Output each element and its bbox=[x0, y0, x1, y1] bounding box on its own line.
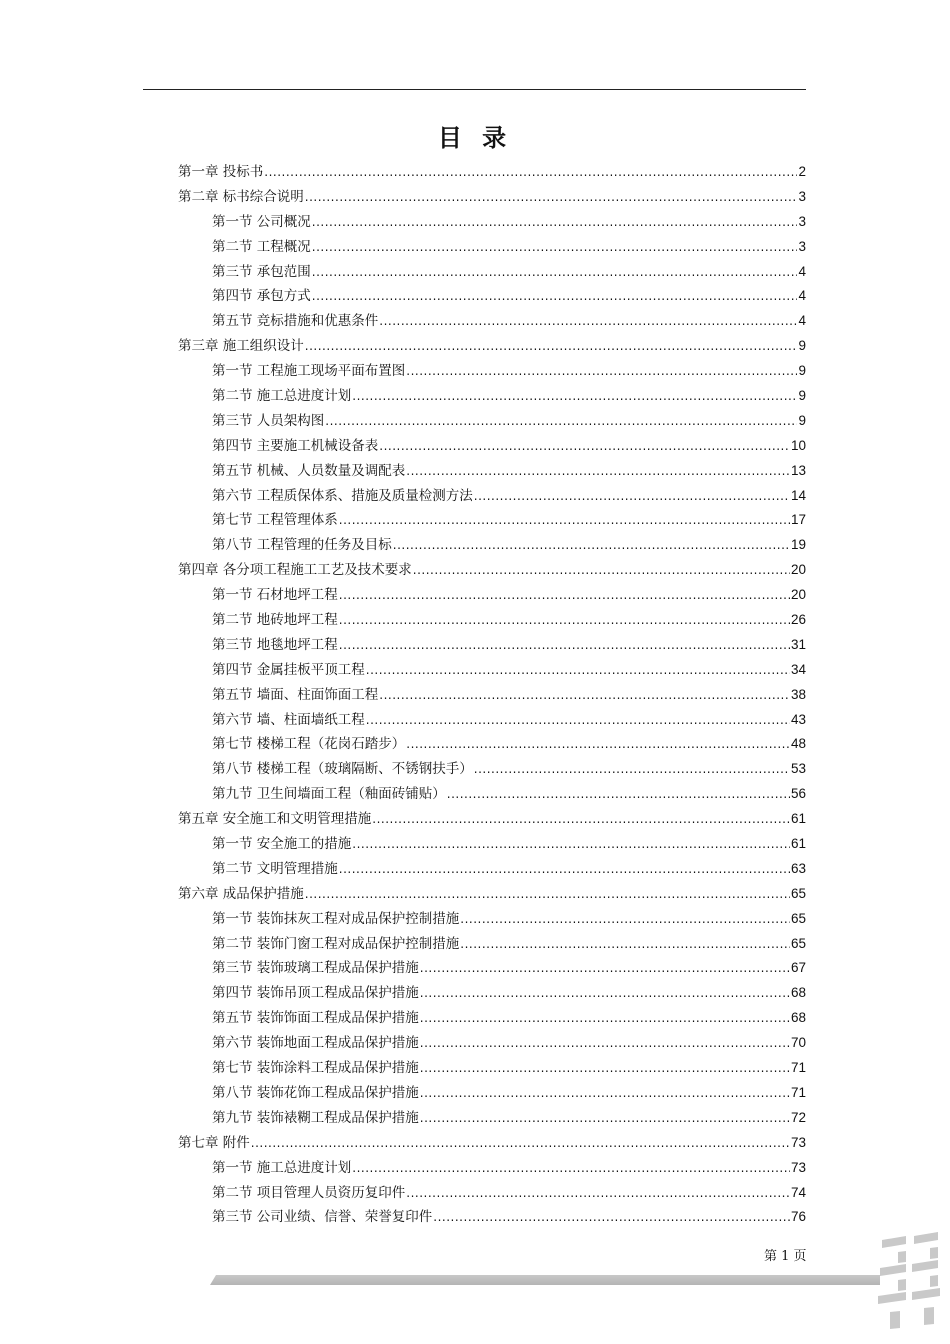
toc-section-entry[interactable] bbox=[178, 1156, 806, 1181]
toc-dot-leader bbox=[264, 160, 797, 185]
toc-chapter-entry[interactable] bbox=[178, 1131, 806, 1156]
toc-entry-page: 9 bbox=[798, 363, 806, 379]
toc-chapter-entry[interactable] bbox=[178, 334, 806, 359]
toc-entry-title: 第三节 地毯地坪工程 bbox=[212, 636, 338, 653]
toc-entry-title: 第七节 工程管理体系 bbox=[212, 512, 338, 529]
toc-section-entry[interactable] bbox=[178, 309, 806, 334]
toc-entry-page: 53 bbox=[790, 761, 806, 777]
toc-entry-page: 20 bbox=[790, 562, 806, 578]
toc-section-entry[interactable] bbox=[178, 484, 806, 509]
toc-chapter-entry[interactable] bbox=[178, 558, 806, 583]
toc-entry-title: 第二节 地砖地坪工程 bbox=[212, 612, 338, 629]
toc-entry-page: 17 bbox=[790, 512, 806, 528]
toc-entry-title: 第六节 装饰地面工程成品保护措施 bbox=[212, 1035, 419, 1052]
toc-entry-page: 73 bbox=[790, 1134, 806, 1150]
toc-section-entry[interactable] bbox=[178, 757, 806, 782]
toc-section-entry[interactable] bbox=[178, 533, 806, 558]
toc-dot-leader bbox=[339, 857, 790, 882]
toc-entry-title: 第九节 卫生间墙面工程（釉面砖铺贴） bbox=[212, 786, 446, 803]
toc-dot-leader bbox=[406, 1181, 790, 1206]
toc-section-entry[interactable] bbox=[178, 1106, 806, 1131]
toc-dot-leader bbox=[420, 1081, 790, 1106]
toc-dot-leader bbox=[420, 956, 790, 981]
toc-dot-leader bbox=[379, 434, 790, 459]
toc-entry-page: 10 bbox=[790, 437, 806, 453]
page-number: 第 1 页 bbox=[764, 1249, 807, 1264]
toc-dot-leader bbox=[366, 658, 790, 683]
toc-entry-page: 3 bbox=[798, 238, 806, 254]
toc-section-entry[interactable] bbox=[178, 683, 806, 708]
toc-dot-leader bbox=[420, 1106, 790, 1131]
toc-entry-title: 第二章 标书综合说明 bbox=[178, 188, 304, 205]
toc-entry-title: 第八节 工程管理的任务及目标 bbox=[212, 537, 392, 554]
toc-chapter-entry[interactable] bbox=[178, 160, 806, 185]
toc-section-entry[interactable] bbox=[178, 708, 806, 733]
toc-entry-title: 第六节 工程质保体系、措施及质量检测方法 bbox=[212, 487, 473, 504]
toc-entry-page: 61 bbox=[790, 811, 806, 827]
toc-entry-title: 第四节 主要施工机械设备表 bbox=[212, 437, 379, 454]
toc-section-entry[interactable] bbox=[178, 359, 806, 384]
toc-entry-page: 4 bbox=[798, 263, 806, 279]
toc-section-entry[interactable] bbox=[178, 1031, 806, 1056]
toc-entry-page: 34 bbox=[790, 661, 806, 677]
toc-section-entry[interactable] bbox=[178, 1006, 806, 1031]
toc-dot-leader bbox=[393, 533, 790, 558]
toc-dot-leader bbox=[339, 508, 790, 533]
header-rule bbox=[143, 89, 806, 90]
toc-entry-title: 第七节 楼梯工程（花岗石踏步） bbox=[212, 736, 406, 753]
toc-entry-page: 14 bbox=[790, 487, 806, 503]
toc-entry-title: 第二节 文明管理措施 bbox=[212, 860, 338, 877]
toc-dot-leader bbox=[460, 932, 790, 957]
toc-entry-title: 第二节 工程概况 bbox=[212, 238, 311, 255]
toc-dot-leader bbox=[420, 1006, 790, 1031]
toc-dot-leader bbox=[406, 732, 790, 757]
toc-section-entry[interactable] bbox=[178, 1181, 806, 1206]
toc-entry-page: 56 bbox=[790, 786, 806, 802]
toc-entry-page: 67 bbox=[790, 960, 806, 976]
toc-entry-title: 第三节 公司业绩、信誉、荣誉复印件 bbox=[212, 1209, 433, 1226]
toc-entry-title: 第三节 人员架构图 bbox=[212, 412, 325, 429]
toc-section-entry[interactable] bbox=[178, 832, 806, 857]
toc-section-entry[interactable] bbox=[178, 459, 806, 484]
toc-section-entry[interactable] bbox=[178, 583, 806, 608]
toc-dot-leader bbox=[460, 907, 790, 932]
toc-section-entry[interactable] bbox=[178, 957, 806, 982]
toc-entry-title: 第七节 装饰涂料工程成品保护措施 bbox=[212, 1060, 419, 1077]
toc-dot-leader bbox=[474, 757, 790, 782]
toc-entry-title: 第一节 安全施工的措施 bbox=[212, 836, 352, 853]
toc-entry-title: 第九节 装饰裱糊工程成品保护措施 bbox=[212, 1109, 419, 1126]
toc-entry-page: 65 bbox=[790, 935, 806, 951]
toc-entry-page: 9 bbox=[798, 412, 806, 428]
toc-entry-title: 第四章 各分项工程施工工艺及技术要求 bbox=[178, 562, 412, 579]
toc-entry-page: 4 bbox=[798, 288, 806, 304]
toc-section-entry[interactable] bbox=[178, 782, 806, 807]
toc-dot-leader bbox=[413, 558, 790, 583]
stacked-stripes-logo-icon bbox=[876, 1232, 950, 1344]
toc-entry-page: 9 bbox=[798, 338, 806, 354]
toc-section-entry[interactable] bbox=[178, 1205, 806, 1230]
toc-entry-title: 第四节 金属挂板平顶工程 bbox=[212, 661, 365, 678]
toc-dot-leader bbox=[339, 633, 790, 658]
toc-entry-title: 第八节 楼梯工程（玻璃隔断、不锈钢扶手） bbox=[212, 761, 473, 778]
toc-section-entry[interactable] bbox=[178, 260, 806, 285]
toc-entry-page: 3 bbox=[798, 213, 806, 229]
toc-chapter-entry[interactable] bbox=[178, 185, 806, 210]
toc-section-entry[interactable] bbox=[178, 981, 806, 1006]
toc-entry-page: 68 bbox=[790, 1010, 806, 1026]
toc-dot-leader bbox=[406, 459, 790, 484]
toc-section-entry[interactable] bbox=[178, 284, 806, 309]
toc-dot-leader bbox=[379, 683, 790, 708]
toc-entry-title: 第三节 装饰玻璃工程成品保护措施 bbox=[212, 960, 419, 977]
toc-section-entry[interactable] bbox=[178, 1056, 806, 1081]
toc-dot-leader bbox=[372, 807, 790, 832]
toc-section-entry[interactable] bbox=[178, 732, 806, 757]
toc-entry-title: 第二节 装饰门窗工程对成品保护控制措施 bbox=[212, 935, 460, 952]
toc-entry-page: 65 bbox=[790, 910, 806, 926]
toc-entry-page: 72 bbox=[790, 1109, 806, 1125]
toc-section-entry[interactable] bbox=[178, 633, 806, 658]
toc-dot-leader bbox=[325, 409, 797, 434]
toc-dot-leader bbox=[312, 284, 798, 309]
toc-entry-title: 第一章 投标书 bbox=[178, 163, 264, 180]
toc-section-entry[interactable] bbox=[178, 658, 806, 683]
toc-dot-leader bbox=[305, 882, 790, 907]
toc-entry-page: 61 bbox=[790, 836, 806, 852]
toc-section-entry[interactable] bbox=[178, 857, 806, 882]
toc-dot-leader bbox=[474, 484, 790, 509]
toc-section-entry[interactable] bbox=[178, 608, 806, 633]
toc-section-entry[interactable] bbox=[178, 210, 806, 235]
toc-entry-page: 31 bbox=[790, 636, 806, 652]
toc-entry-title: 第二节 项目管理人员资历复印件 bbox=[212, 1184, 406, 1201]
toc-entry-page: 38 bbox=[790, 686, 806, 702]
toc-section-entry[interactable] bbox=[178, 434, 806, 459]
toc-dot-leader bbox=[420, 1031, 790, 1056]
toc-entry-page: 71 bbox=[790, 1060, 806, 1076]
toc-dot-leader bbox=[447, 782, 790, 807]
toc-entry-title: 第三节 承包范围 bbox=[212, 263, 311, 280]
footer-bar bbox=[210, 1275, 880, 1285]
toc-dot-leader bbox=[339, 583, 790, 608]
toc-entry-page: 13 bbox=[790, 462, 806, 478]
toc-entry-page: 4 bbox=[798, 313, 806, 329]
toc-entry-title: 第六章 成品保护措施 bbox=[178, 885, 304, 902]
toc-dot-leader bbox=[305, 334, 798, 359]
toc-entry-title: 第五章 安全施工和文明管理措施 bbox=[178, 811, 372, 828]
toc-dot-leader bbox=[433, 1205, 790, 1230]
toc-entry-page: 70 bbox=[790, 1035, 806, 1051]
toc-entry-title: 第一节 公司概况 bbox=[212, 213, 311, 230]
toc-dot-leader bbox=[339, 608, 790, 633]
toc-entry-title: 第五节 装饰饰面工程成品保护措施 bbox=[212, 1010, 419, 1027]
toc-entry-page: 9 bbox=[798, 388, 806, 403]
toc-entry-page: 73 bbox=[790, 1159, 806, 1175]
toc-entry-title: 第七章 附件 bbox=[178, 1134, 250, 1151]
toc-entry-page: 43 bbox=[790, 711, 806, 727]
toc-entry-title: 第一节 施工总进度计划 bbox=[212, 1159, 352, 1176]
toc-dot-leader bbox=[352, 832, 790, 857]
toc-dot-leader bbox=[366, 708, 790, 733]
toc-entry-title: 第一节 工程施工现场平面布置图 bbox=[212, 363, 406, 380]
toc-entry-page: 74 bbox=[790, 1184, 806, 1200]
toc-section-entry[interactable] bbox=[178, 932, 806, 957]
toc-entry-page: 68 bbox=[790, 985, 806, 1001]
toc-dot-leader bbox=[406, 359, 797, 384]
toc-title: 目 录 bbox=[437, 123, 513, 152]
toc-section-entry[interactable] bbox=[178, 508, 806, 533]
toc-entry-title: 第五节 机械、人员数量及调配表 bbox=[212, 462, 406, 479]
toc-entry-page: 2 bbox=[798, 163, 806, 179]
toc-section-entry[interactable] bbox=[178, 235, 806, 260]
toc-entry-page: 48 bbox=[790, 736, 806, 752]
toc-dot-leader bbox=[379, 309, 797, 334]
toc-entry-page: 20 bbox=[790, 587, 806, 603]
toc-dot-leader bbox=[312, 235, 798, 260]
toc-entry-title: 第三章 施工组织设计 bbox=[178, 338, 304, 355]
toc-dot-leader bbox=[312, 210, 798, 235]
toc-entry-title: 第四节 装饰吊顶工程成品保护措施 bbox=[212, 985, 419, 1002]
toc-entry-page: 3 bbox=[798, 188, 806, 204]
toc-dot-leader bbox=[420, 981, 790, 1006]
toc-entry-page: 19 bbox=[790, 537, 806, 553]
toc-entry-title: 第四节 承包方式 bbox=[212, 288, 311, 305]
toc-entry-page: 71 bbox=[790, 1084, 806, 1100]
toc-entry-title: 第八节 装饰花饰工程成品保护措施 bbox=[212, 1084, 419, 1101]
toc-entry-page: 65 bbox=[790, 885, 806, 901]
toc-chapter-entry[interactable] bbox=[178, 882, 806, 907]
toc-dot-leader bbox=[251, 1131, 790, 1156]
toc-entry-page: 63 bbox=[790, 860, 806, 876]
toc-section-entry[interactable] bbox=[178, 1081, 806, 1106]
toc-entry-title: 第五节 墙面、柱面饰面工程 bbox=[212, 686, 379, 703]
toc-entry-title: 第二节 施工总进度计划 bbox=[212, 388, 352, 404]
toc-entry-page: 26 bbox=[790, 612, 806, 628]
toc-section-entry[interactable] bbox=[178, 384, 806, 409]
toc-dot-leader bbox=[312, 260, 798, 285]
toc-dot-leader bbox=[352, 384, 797, 409]
toc-section-entry[interactable] bbox=[178, 907, 806, 932]
toc-entry-title: 第六节 墙、柱面墙纸工程 bbox=[212, 711, 365, 728]
toc-section-entry[interactable] bbox=[178, 409, 806, 434]
toc-dot-leader bbox=[305, 185, 798, 210]
table-of-contents bbox=[178, 160, 806, 1230]
toc-entry-title: 第一节 装饰抹灰工程对成品保护控制措施 bbox=[212, 910, 460, 927]
toc-entry-page: 76 bbox=[790, 1209, 806, 1225]
toc-entry-title: 第一节 石材地坪工程 bbox=[212, 587, 338, 604]
toc-chapter-entry[interactable] bbox=[178, 807, 806, 832]
toc-entry-title: 第五节 竞标措施和优惠条件 bbox=[212, 313, 379, 330]
toc-dot-leader bbox=[420, 1056, 790, 1081]
toc-dot-leader bbox=[352, 1156, 790, 1181]
